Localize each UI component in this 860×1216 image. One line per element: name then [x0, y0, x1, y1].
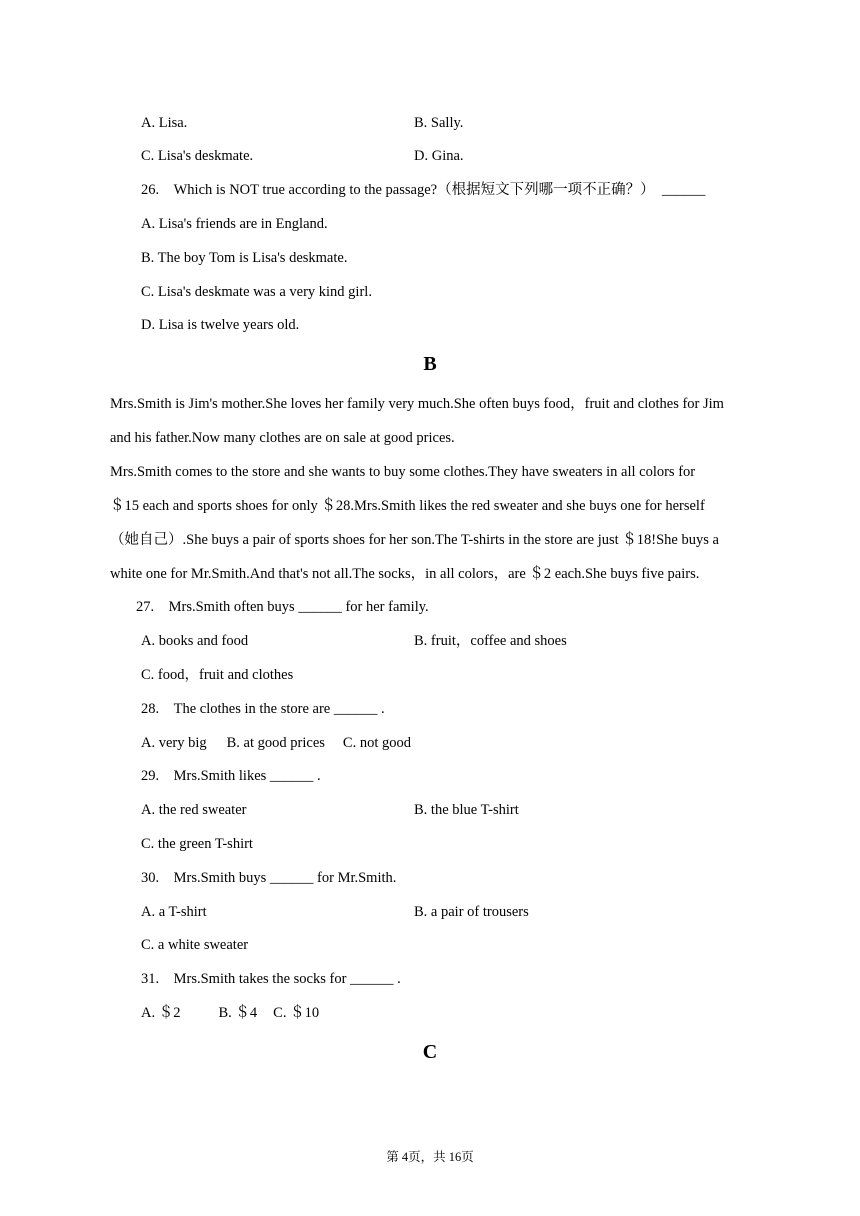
passage-line: （她自己）.She buys a pair of sports shoes for her son.The T-shirts in the store are just ＄18!She buys a — [110, 532, 719, 548]
q31-options — [141, 1003, 319, 1023]
q29-option-b: B. the blue T-shirt — [414, 802, 519, 818]
q31-option-b: B. ＄4 — [218, 1005, 258, 1021]
q28-option-a: A. very big — [141, 735, 207, 751]
q30-stem: 30. Mrs.Smith buys ______ for Mr.Smith. — [141, 870, 397, 886]
q29-option-c: C. the green T-shirt — [141, 836, 253, 852]
q28-option-b: B. at good prices — [226, 735, 325, 751]
q31-stem: 31. Mrs.Smith takes the socks for ______ . — [141, 971, 401, 987]
q30-option-c: C. a white sweater — [141, 937, 249, 953]
q26-stem: 26. Which is NOT true according to the passage?（根据短文下列哪一项不正确？） ______ — [141, 182, 706, 198]
passage-line: white one for Mr.Smith.And that's not all.The socks，in all colors，are ＄2 each.She buys five pairs. — [110, 566, 700, 582]
q28-options — [141, 733, 411, 753]
passage-line: Mrs.Smith comes to the store and she wants to buy some clothes.They have sweaters in all colors for — [110, 464, 696, 480]
passage-line: Mrs.Smith is Jim's mother.She loves her family very much.She often buys food，fruit and clothes for Jim — [110, 396, 724, 412]
section-b-heading: B — [423, 353, 437, 375]
q26-option-d: D. Lisa is twelve years old. — [141, 317, 300, 333]
q30-option-b: B. a pair of trousers — [414, 904, 529, 920]
q26-option-a: A. Lisa's friends are in England. — [141, 216, 328, 232]
q28-stem: 28. The clothes in the store are ______ . — [141, 701, 385, 717]
q25-option-a: A. Lisa. — [141, 115, 188, 131]
q27-option-c: C. food，fruit and clothes — [141, 667, 294, 683]
q25-option-b: B. Sally. — [414, 115, 464, 131]
page-footer: 第 4页，共 16页 — [386, 1150, 474, 1164]
passage-line: and his father.Now many clothes are on sale at good prices. — [110, 430, 455, 446]
q27-option-b: B. fruit，coffee and shoes — [414, 633, 567, 649]
q26-option-b: B. The boy Tom is Lisa's deskmate. — [141, 250, 348, 266]
q29-option-a: A. the red sweater — [141, 802, 247, 818]
q29-stem: 29. Mrs.Smith likes ______ . — [141, 768, 321, 784]
q30-option-a: A. a T-shirt — [141, 904, 207, 920]
passage-line: ＄15 each and sports shoes for only ＄28.Mrs.Smith likes the red sweater and she buys one for herself — [110, 498, 705, 514]
q26-option-c: C. Lisa's deskmate was a very kind girl. — [141, 284, 372, 300]
q25-option-c: C. Lisa's deskmate. — [141, 148, 254, 164]
q31-option-c: C. ＄10 — [273, 1005, 320, 1021]
q27-stem: 27. Mrs.Smith often buys ______ for her family. — [136, 599, 429, 615]
q28-option-c: C. not good — [342, 735, 411, 751]
section-c-heading: C — [422, 1041, 438, 1063]
q31-option-a: A. ＄2 — [141, 1005, 181, 1021]
q27-option-a: A. books and food — [141, 633, 249, 649]
q25-option-d: D. Gina. — [414, 148, 464, 164]
